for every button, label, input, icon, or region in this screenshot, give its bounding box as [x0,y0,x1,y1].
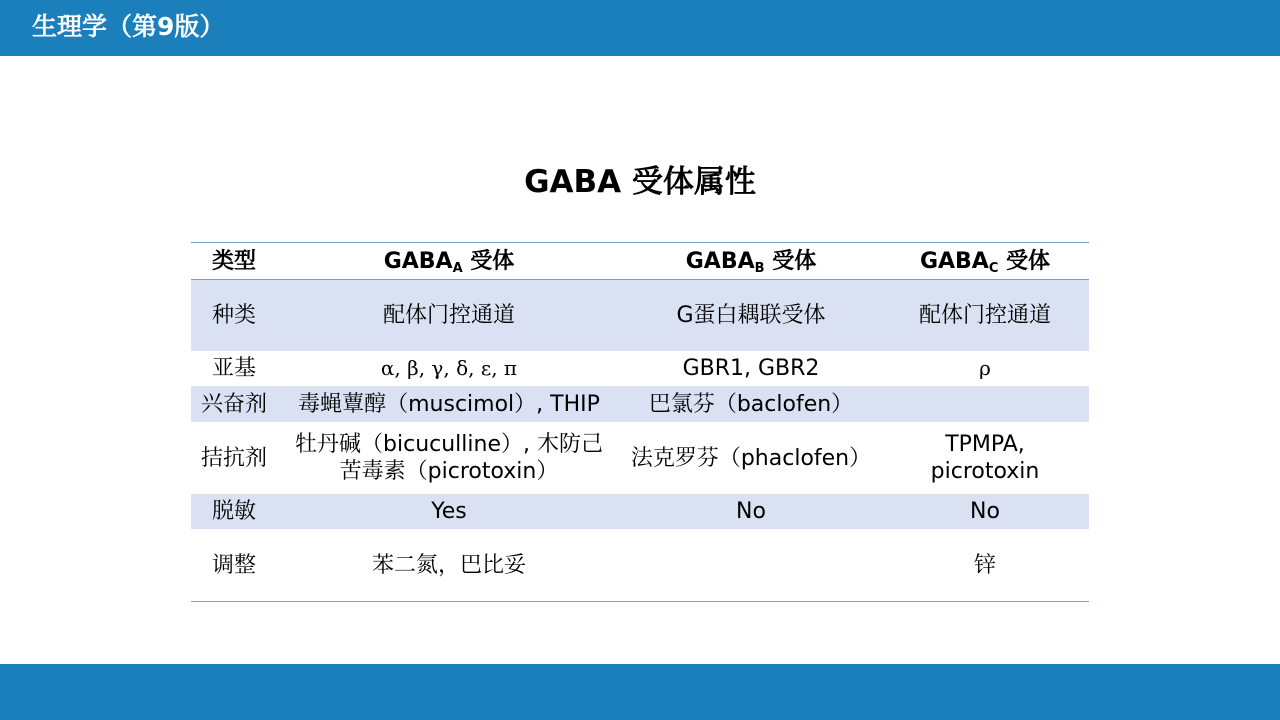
cell-kind-gaba-c: 配体门控通道 [881,280,1089,352]
column-header-gaba-c-main: GABA [919,248,989,274]
cell-agonist-gaba-b: 巴氯芬（baclofen） [621,386,881,422]
cell-modulation-gaba-c: 锌 [973,552,996,578]
cell-antagonist-gaba-c [881,422,1089,494]
column-header-type [191,243,277,280]
cell-antagonist-gaba-b: 法克罗芬（phaclofen） [630,445,872,471]
table-row-antagonist [191,422,1089,494]
slide-title: GABA 受体属性 [524,164,756,200]
table-row-kind [191,280,1089,352]
row-label-antagonist: 拮抗剂 [200,445,267,471]
table-row-desensitization [191,494,1089,529]
column-header-gaba-a-main: GABA [383,248,453,274]
column-header-gaba-b-main: GABA [685,248,755,274]
table-header-row [191,243,1089,280]
column-header-gaba-c [881,243,1089,280]
column-header-gaba-b [621,243,881,280]
table-row-agonist [191,386,1089,422]
gaba-receptor-table [191,242,1089,602]
cell-agonist-gaba-a: 毒蝇蕈醇（muscimol）, THIP [277,386,621,422]
row-label-kind: 种类 [191,280,277,352]
cell-desensitization-gaba-b: No [621,494,881,529]
column-header-gaba-a-subscript: A [452,260,463,276]
cell-antagonist-gaba-a [277,422,621,494]
cell-kind-gaba-a: 配体门控通道 [277,280,621,352]
footer-bar [0,664,1280,720]
cell-subunit-gaba-a: α, β, γ, δ, ε, π [380,356,518,380]
column-header-gaba-c-suffix: 受体 [998,248,1051,274]
cell-desensitization-gaba-c: No [881,494,1089,529]
column-header-gaba-a [277,243,621,280]
table-row-subunit [191,351,1089,386]
row-label-modulation: 调整 [211,552,256,578]
cell-agonist-gaba-c [881,386,1089,422]
header-bar [0,0,1280,56]
cell-subunit-gaba-b: GBR1, GBR2 [682,356,820,381]
column-header-gaba-b-suffix: 受体 [764,248,817,274]
column-header-gaba-c-subscript: C [988,260,999,276]
cell-modulation-gaba-a: 苯二氮，巴比妥 [371,552,526,578]
row-label-desensitization: 脱敏 [191,494,277,529]
course-title: 生理学（第9版） [32,12,225,41]
row-label-subunit: 亚基 [211,356,256,381]
cell-subunit-gaba-c: ρ [979,356,991,380]
column-header-type-label: 类型 [211,248,256,274]
cell-modulation-gaba-b [621,529,881,602]
cell-antagonist-gaba-a-line-2: 苦毒素（picrotoxin） [339,459,559,484]
cell-antagonist-gaba-c-line-2: picrotoxin [930,459,1040,484]
cell-antagonist-gaba-c-line-1: TPMPA, [945,432,1025,457]
column-header-gaba-a-suffix: 受体 [462,248,515,274]
table-row-modulation [191,529,1089,602]
cell-kind-gaba-b: G蛋白耦联受体 [621,280,881,352]
row-label-agonist: 兴奋剂 [191,386,277,422]
cell-desensitization-gaba-a: Yes [277,494,621,529]
column-header-gaba-b-subscript: B [754,260,765,276]
cell-antagonist-gaba-a-line-1: 牡丹碱（bicuculline）, 木防己 [295,432,603,457]
